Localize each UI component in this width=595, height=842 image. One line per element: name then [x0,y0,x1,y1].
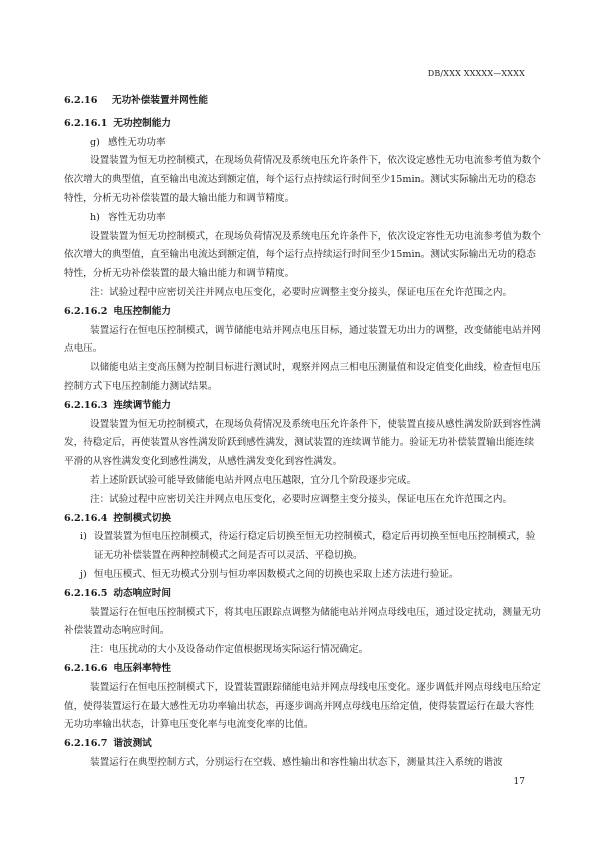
section-number: 6.2.16.6 [64,662,108,674]
paragraph: 装置运行在典型控制方式，分别运行在空载、感性输出和容性输出状态下，测量其注入系统的谐波 [90,756,503,768]
list-marker: i) [80,531,87,543]
section-title: 无功控制能力 [113,117,171,129]
list-marker: j) [80,568,87,580]
section-number: 6.2.16 [64,95,98,106]
section-number: 6.2.16.5 [64,587,108,599]
section-heading-6-2-16 [64,92,542,111]
section-number: 6.2.16.7 [64,738,108,750]
list-item-j [64,566,542,585]
section-number: 6.2.16.3 [64,399,108,411]
section-title: 动态响应时间 [113,587,171,599]
list-marker: h) [90,211,100,223]
section-heading-6-2-16-6 [64,660,542,679]
section-title: 电压斜率特性 [113,662,171,674]
note: 注：试验过程中应密切关注并网点电压变化，必要时应调整主变分接头，保证电压在允许范围之内。 [90,493,513,505]
section-title: 控制模式切换 [113,512,171,524]
section-number: 6.2.16.1 [64,117,108,129]
paragraph: 若上述阶跃试验可能导致储能电站并网点电压越限，宜分几个阶段逐步完成。 [90,474,417,486]
list-item-h-heading [64,209,542,228]
list-item-g-heading [64,134,542,153]
section-heading-6-2-16-2 [64,303,542,322]
section-heading-6-2-16-3 [64,397,542,416]
paragraph: 装置运行在恒电压控制模式下，将其电压跟踪点调整为储能电站并网点母线电压，通过设定扰动，测量无功补偿装置动态响应时间。 [64,606,541,637]
section-number: 6.2.16.2 [64,305,108,317]
note: 注：电压扰动的大小及设备动作定值根据现场实际运行情况确定。 [90,644,369,656]
paragraph: 装置运行在恒电压控制模式，调节储能电站并网点电压目标，通过装置无功出力的调整，改变储能电站并网点电压。 [64,324,541,355]
section-heading-6-2-16-4 [64,510,542,529]
list-item-text: 设置装置为恒电压控制模式，待运行稳定后切换至恒无功控制模式，稳定后再切换至恒电压控制模式，验证无功补偿装置在两种控制模式之间是否可以灵活、平稳切换。 [94,531,536,562]
document-code-header: DB/XXX XXXXX—XXXX [427,69,525,78]
paragraph: 设置装置为恒无功控制模式，在现场负荷情况及系统电压允许条件下，使装置直接从感性满发阶跃到容性满发，待稳定后，再使装置从容性满发阶跃到感性满发，测试装置的连续调节能力。验证无功补偿装置输出能连续平滑的从容性满发变化到感性满发，从感性满发变化到容性满发。 [64,418,541,468]
section-number: 6.2.16.4 [64,512,108,524]
page-number: 17 [513,777,525,787]
section-heading-6-2-16-1 [64,115,542,134]
section-title: 无功补偿装置并网性能 [112,95,208,106]
section-title: 电压控制能力 [113,305,171,317]
list-marker: g) [90,136,100,148]
list-item-text: 恒电压模式、恒无功模式分别与恒功率因数模式之间的切换也采取上述方法进行验证。 [94,568,459,580]
list-item-i [64,528,542,566]
list-item-title: 容性无功功率 [108,211,166,223]
section-heading-6-2-16-5 [64,585,542,604]
note: 注：试验过程中应密切关注并网点电压变化，必要时应调整主变分接头，保证电压在允许范围之内。 [90,286,513,298]
list-item-title: 感性无功功率 [108,136,166,148]
page-content [64,92,542,773]
paragraph: 设置装置为恒无功控制模式，在现场负荷情况及系统电压允许条件下，依次设定容性无功电流参考值为数个依次增大的典型值，直至输出电流达到额定值，每个运行点持续运行时间至少15min。测试实际输出无功的稳态特性，分析无功补偿装置的最大输出能力和调节精度。 [64,230,541,280]
section-heading-6-2-16-7 [64,735,542,754]
section-title: 连续调节能力 [113,399,171,411]
paragraph: 以储能电站主变高压侧为控制目标进行测试时，观察并网点三相电压测量值和设定值变化曲线，检查恒电压控制方式下电压控制能力测试结果。 [64,362,541,392]
paragraph: 设置装置为恒无功控制模式，在现场负荷情况及系统电压允许条件下，依次设定感性无功电流参考值为数个依次增大的典型值，直至输出电流达到额定值，每个运行点持续运行时间至少15min。测试实际输出无功的稳态特性，分析无功补偿装置的最大输出能力和调节精度。 [64,155,541,204]
paragraph: 装置运行在恒电压控制模式下，设置装置跟踪储能电站并网点母线电压变化。逐步调低并网点母线电压给定值，使得装置运行在最大感性无功功率输出状态，再逐步调高并网点母线电压给定值，使得装置运行在最大容性无功功率输出状态，计算电压变化率与电流变化率的比值。 [64,681,541,731]
section-title: 谐波测试 [113,738,152,750]
